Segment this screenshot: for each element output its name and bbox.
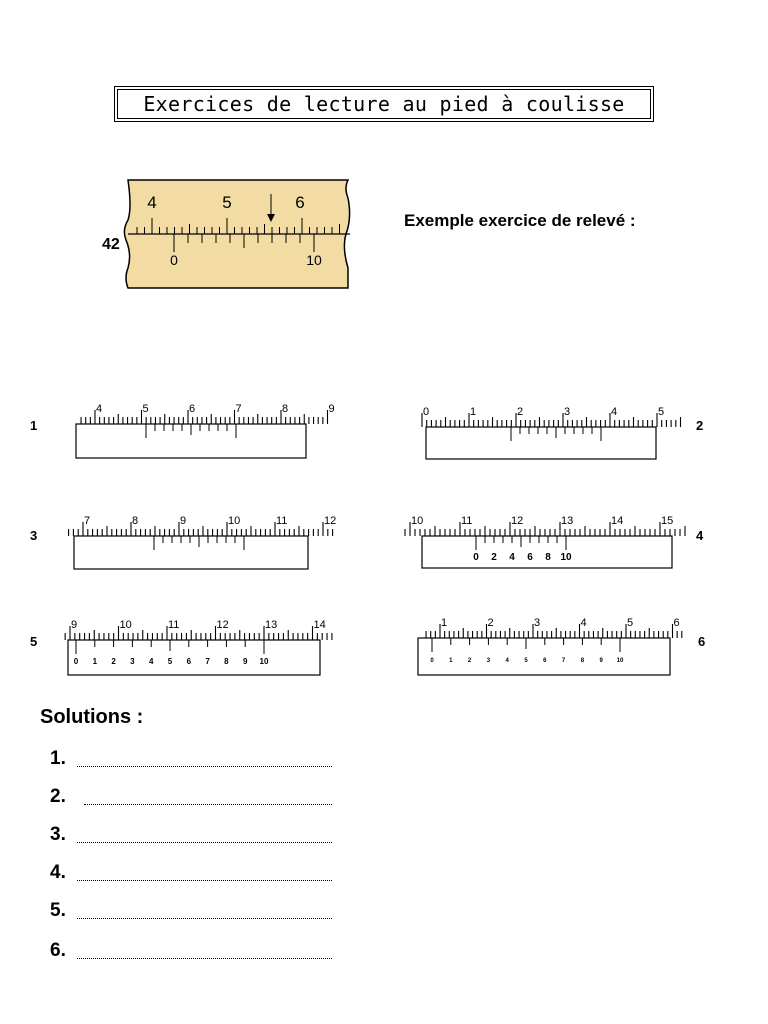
main-scale-label: 13 (561, 515, 574, 527)
main-scale-label: 5 (658, 406, 665, 418)
solution-number: 1. (50, 748, 66, 769)
vernier-label: 1 (92, 657, 98, 666)
main-scale-label: 11 (276, 515, 288, 527)
answer-line[interactable] (84, 804, 332, 805)
main-scale-label: 12 (324, 515, 337, 527)
answer-line[interactable] (77, 766, 332, 767)
example-vernier-label: 10 (306, 252, 322, 268)
main-scale-label: 8 (132, 515, 139, 527)
main-scale-label: 3 (534, 617, 541, 629)
vernier-label: 10 (560, 552, 572, 563)
main-scale-label: 4 (96, 403, 103, 415)
vernier-label: 2 (491, 552, 497, 563)
example-vernier-label: 0 (170, 252, 178, 268)
vernier-label: 4 (505, 658, 509, 664)
solution-row-3 (50, 824, 350, 848)
caliper-6 (398, 618, 688, 680)
caliper-3 (50, 512, 338, 574)
solution-row-1 (50, 748, 350, 772)
main-scale-label: 1 (470, 406, 477, 418)
vernier-label: 0 (73, 657, 79, 666)
title-frame (114, 86, 654, 122)
example-caliper-illustration (100, 178, 352, 292)
solution-number: 4. (50, 862, 66, 883)
main-scale-label: 6 (673, 617, 680, 629)
example-main-label: 5 (222, 193, 232, 212)
vernier-label: 4 (509, 552, 515, 563)
vernier-label: 10 (616, 658, 624, 664)
answer-line[interactable] (77, 842, 332, 843)
vernier-label: 3 (486, 658, 491, 664)
main-scale-label: 5 (627, 617, 634, 629)
vernier-label: 2 (111, 657, 116, 666)
solution-number: 6. (50, 940, 66, 961)
main-scale-label: 0 (423, 406, 430, 418)
answer-line[interactable] (77, 918, 332, 919)
caliper-2 (416, 394, 686, 464)
page-title: Exercices de lecture au pied à coulisse (117, 89, 651, 119)
main-scale-label: 10 (411, 515, 424, 527)
vernier-label: 3 (130, 657, 135, 666)
vernier-label: 8 (545, 552, 551, 563)
main-scale-label: 7 (84, 515, 91, 527)
caliper-1 (50, 398, 334, 464)
caliper-number: 5 (30, 634, 38, 649)
vernier-label: 9 (242, 657, 248, 666)
solution-number: 5. (50, 900, 66, 921)
solution-row-4 (50, 862, 350, 886)
example-side-value: 42 (102, 236, 120, 253)
vernier-label: 5 (167, 657, 173, 666)
main-scale-label: 12 (511, 515, 524, 527)
vernier-label: 9 (599, 658, 603, 664)
main-scale-label: 1 (441, 617, 448, 629)
vernier-label: 10 (259, 657, 269, 666)
caliper-number: 2 (696, 418, 704, 433)
example-main-label: 6 (295, 193, 305, 212)
main-scale-label: 12 (216, 619, 229, 631)
solution-row-6 (50, 940, 350, 964)
caliper-number: 4 (696, 528, 704, 543)
caliper-number: 1 (30, 418, 38, 433)
vernier-label: 0 (430, 658, 434, 664)
main-scale-label: 10 (119, 619, 132, 631)
vernier-label: 4 (148, 657, 154, 666)
solution-row-2 (50, 786, 350, 810)
caliper-4 (400, 510, 688, 574)
main-scale-label: 2 (487, 617, 494, 629)
main-scale-label: 7 (235, 403, 242, 415)
solutions-title: Solutions : (40, 706, 144, 728)
main-scale-label: 2 (517, 406, 524, 418)
vernier-label: 8 (224, 657, 229, 666)
solution-number: 3. (50, 824, 66, 845)
answer-line[interactable] (77, 958, 332, 959)
vernier-label: 6 (186, 657, 192, 666)
vernier-label: 8 (580, 658, 585, 664)
answer-line[interactable] (77, 880, 332, 881)
vernier-label: 2 (467, 658, 472, 664)
caliper-5 (62, 618, 338, 680)
main-scale-label: 5 (142, 403, 149, 415)
main-scale-label: 4 (611, 406, 618, 418)
example-label: Exemple exercice de relevé : (404, 211, 636, 230)
main-scale-label: 9 (328, 403, 335, 415)
caliper-number: 6 (698, 634, 706, 649)
example-main-label: 4 (147, 193, 157, 212)
main-scale-label: 15 (661, 515, 674, 527)
main-scale-label: 13 (265, 619, 278, 631)
main-scale-label: 11 (168, 619, 180, 631)
main-scale-label: 10 (228, 515, 241, 527)
solution-row-5 (50, 900, 350, 924)
main-scale-label: 9 (71, 619, 78, 631)
vernier-label: 7 (561, 658, 566, 664)
vernier-label: 5 (524, 658, 528, 664)
vernier-label: 1 (449, 658, 453, 664)
main-scale-label: 9 (180, 515, 187, 527)
solution-number: 2. (50, 786, 66, 807)
vernier-label: 0 (473, 552, 479, 563)
main-scale-label: 3 (564, 406, 571, 418)
main-scale-label: 8 (282, 403, 289, 415)
vernier-label: 6 (527, 552, 533, 563)
vernier-label: 6 (543, 658, 547, 664)
caliper-number: 3 (30, 528, 38, 543)
main-scale-label: 14 (611, 515, 624, 527)
main-scale-label: 6 (189, 403, 196, 415)
vernier-label: 7 (205, 657, 210, 666)
main-scale-label: 11 (461, 515, 473, 527)
main-scale-label: 14 (313, 619, 326, 631)
main-scale-label: 4 (580, 617, 587, 629)
